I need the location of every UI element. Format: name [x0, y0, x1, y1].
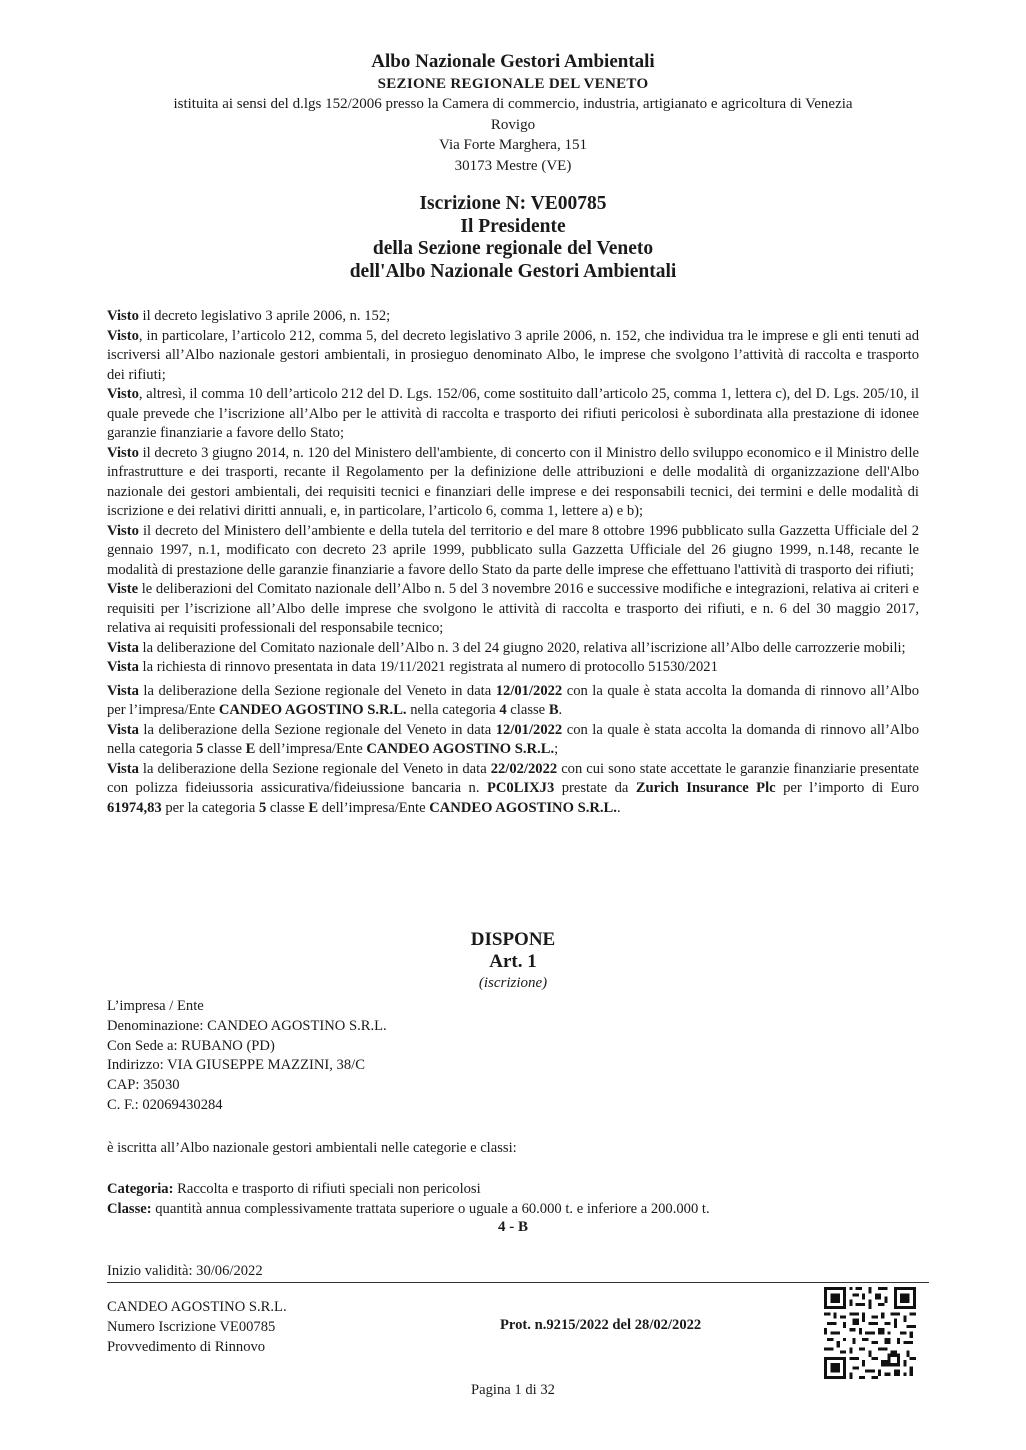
- dispone-title: DISPONE: [470, 929, 556, 950]
- header-city: 30173 Mestre (VE): [454, 157, 572, 174]
- deliberation-renewal-cat5: Vista la deliberazione della Sezione regionale del Veneto in data 12/01/2022 con la quale è stata accolta la domanda di rinnovo all’Albo nella categoria 5 classe E dell’impresa/Ente CANDEO AGOSTINO S.R.L.;: [107, 721, 919, 757]
- company-info: [107, 997, 919, 1116]
- company-cap: CAP: 35030: [107, 1077, 180, 1094]
- recital: Visto il decreto del Ministero dell’ambiente e della tutela del territorio e del mare 8 ottobre 1996 pubblicato sulla Gazzetta Ufficiale del 2 gennaio 1997, n.1, modificato con decreto 23 aprile 1999, pubblicato sulla Gazzetta Ufficiale del 26 giugno 1999, n.148, recante le modalità di prestazione delle garanzie finanziarie a favore dello Stato da parte delle imprese che effettuano l'attività di trasporto dei rifiuti;: [107, 522, 919, 578]
- recital: Visto, altresì, il comma 10 dell’articolo 212 del D. Lgs. 152/06, come sostituito dall’articolo 25, comma 1, lettera c), del D. Lgs. 205/10, il quale prevede che l’iscrizione all’Albo per le attività di raccolta e trasporto dei rifiuti pericolosi è subordinata alla prestazione di idonee garanzie finanziarie a favore dello Stato;: [107, 386, 919, 441]
- header-address: Via Forte Marghera, 151: [439, 137, 587, 153]
- category-block: [107, 1180, 919, 1219]
- page-number: Pagina 1 di 32: [471, 1382, 555, 1398]
- footer-info: [107, 1297, 287, 1357]
- company-address: Indirizzo: VIA GIUSEPPE MAZZINI, 38/C: [107, 1057, 365, 1074]
- title-albo: dell'Albo Nazionale Gestori Ambientali: [349, 260, 677, 282]
- recital: Visto, in particolare, l’articolo 212, comma 5, del decreto legislativo 3 aprile 2006, n. 152, che individua tra le imprese e gli enti tenuti ad iscriversi all’Albo nazionale gestori ambientali, in prosieguo denominato Albo, le imprese che svolgono l’attività di raccolta e trasporto dei rifiuti;: [107, 327, 919, 383]
- recital: Visto il decreto legislativo 3 aprile 2006, n. 152;: [107, 308, 391, 324]
- recital: Viste le deliberazioni del Comitato nazionale dell’Albo n. 5 del 3 novembre 2016 e successive modifiche e integrazioni, relativa ai criteri e requisiti per l’iscrizione all’Albo delle imprese che svolgono le attività di raccolta e trasporto dei rifiuti, e n. 6 del 30 maggio 2017, relativa ai requisiti professionali del responsabile tecnico;: [107, 581, 919, 636]
- footer-company: CANDEO AGOSTINO S.R.L.: [107, 1299, 287, 1315]
- category-line: Categoria: Raccolta e trasporto di rifiuti speciali non pericolosi: [107, 1181, 481, 1197]
- recital: Vista la deliberazione del Comitato nazionale dell’Albo n. 3 del 24 giugno 2020, relativa all’iscrizione all’Albo delle carrozzerie mobili;: [107, 639, 906, 656]
- header-established: istituita ai sensi del d.lgs 152/2006 presso la Camera di commercio, industria, artigianato e agricoltura di Venezia: [173, 96, 853, 112]
- company-cf: C. F.: 02069430284: [107, 1096, 223, 1113]
- iscrizione-number: Iscrizione N: VE00785: [419, 193, 607, 214]
- category-class-code: 4 - B: [498, 1219, 528, 1235]
- deliberation-guarantees: Vista la deliberazione della Sezione regionale del Veneto in data 22/02/2022 con cui sono state accettate le garanzie finanziarie presentate con polizza fideiussoria assicurativa/fideiussione bancaria n. PC0LIXJ3 prestate da Zurich Insurance Plc per l’importo di Euro 61974,83 per la categoria 5 classe E dell’impresa/Ente CANDEO AGOSTINO S.R.L..: [107, 760, 920, 816]
- header-title: Albo Nazionale Gestori Ambientali: [371, 51, 655, 72]
- company-name: Denominazione: CANDEO AGOSTINO S.R.L.: [107, 1017, 387, 1034]
- header-section: SEZIONE REGIONALE DEL VENETO: [377, 76, 649, 92]
- dispone-heading: [100, 929, 926, 993]
- recitals: [107, 307, 919, 818]
- recital: Visto il decreto 3 giugno 2014, n. 120 del Ministero dell'ambiente, di concerto con il Ministro dello sviluppo economico e il Ministro delle infrastrutture e dei trasporti, recante il Regolamento per la definizione delle attribuzioni e delle modalità di organizzazione dell'Albo nazionale dei gestori ambientali, dei requisiti tecnici e finanziari delle imprese e dei responsabili tecnici, dei termini e delle modalità di iscrizione e dei relativi diritti annuali, e, in particolare, l’articolo 6, comma 1, lettere a) e b);: [107, 444, 919, 519]
- footer-type: Provvedimento di Rinnovo: [107, 1339, 266, 1355]
- article-subtitle: (iscrizione): [478, 975, 548, 991]
- footer-divider: [107, 1282, 929, 1283]
- validity-start: Inizio validità: 30/06/2022: [107, 1263, 263, 1279]
- footer-number: Numero Iscrizione VE00785: [107, 1319, 276, 1335]
- title-section: della Sezione regionale del Veneto: [372, 238, 654, 259]
- recital: Vista la richiesta di rinnovo presentata in data 19/11/2021 registrata al numero di protocollo 51530/2021: [107, 659, 718, 675]
- header-established-cont: Rovigo: [490, 116, 536, 133]
- class-line: Classe: quantità annua complessivamente trattata superiore o uguale a 60.000 t. e inferiore a 200.000 t.: [107, 1200, 710, 1217]
- article-number: Art. 1: [489, 951, 537, 972]
- deliberation-renewal-cat4: Vista la deliberazione della Sezione regionale del Veneto in data 12/01/2022 con la quale è stata accolta la domanda di rinnovo all’Albo per l’impresa/Ente CANDEO AGOSTINO S.R.L. nella categoria 4 classe B.: [107, 682, 919, 718]
- title-president: Il Presidente: [460, 215, 566, 237]
- qr-code-icon: [824, 1287, 916, 1379]
- document-title: [100, 193, 926, 283]
- iscritta-statement: è iscritta all’Albo nazionale gestori ambientali nelle categorie e classi:: [107, 1140, 517, 1156]
- protocol-number: Prot. n.9215/2022 del 28/02/2022: [500, 1317, 702, 1333]
- document-header: [100, 50, 926, 176]
- company-intro: L’impresa / Ente: [107, 998, 204, 1014]
- company-seat: Con Sede a: RUBANO (PD): [107, 1037, 275, 1054]
